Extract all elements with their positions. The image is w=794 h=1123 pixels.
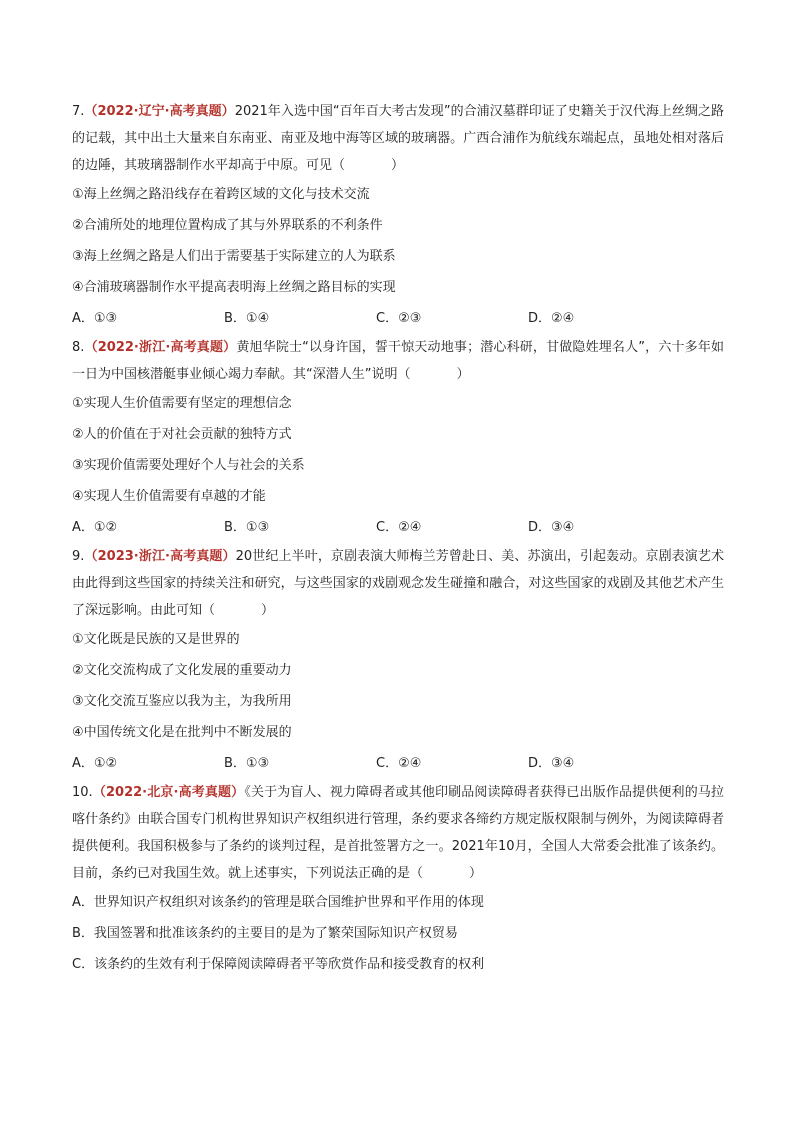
question-10 [72,779,724,980]
question-number: 9. [72,549,85,564]
statement-2: ②文化交流构成了文化发展的重要动力 [72,663,292,678]
stem-close: ） [469,866,483,881]
choice-a[interactable]: A．①② [72,520,118,535]
statement-3: ③文化交流互鉴应以我为主，为我所用 [72,694,292,709]
option-a[interactable]: A．世界知识产权组织对该条约的管理是联合国维护世界和平作用的体现 [72,895,484,910]
question-stem [72,543,724,624]
question-9 [72,543,724,779]
statement-1: ①海上丝绸之路沿线存在着跨区域的文化与技术交流 [72,187,370,202]
source-tag: （2022·浙江·高考真题） [84,340,237,355]
choice-b[interactable]: B．①④ [224,311,270,326]
source-tag: （2022·辽宁·高考真题） [84,104,235,119]
choice-d[interactable]: D．②④ [528,311,575,326]
choice-row [72,748,724,779]
statement-2: ②合浦所处的地理位置构成了其与外界联系的不利条件 [72,218,383,233]
choice-c[interactable]: C．②③ [376,311,422,326]
question-8 [72,334,724,543]
source-tag: （2022·北京·高考真题） [92,785,245,800]
question-stem [72,334,724,388]
choice-a[interactable]: A．①② [72,756,118,771]
question-stem [72,98,724,179]
statement-1: ①文化既是民族的又是世界的 [72,632,240,647]
stem-text: 黄旭华院士“以身许国，誓干惊天动地事；潜心科研，甘做隐姓埋名人”，六十多年如一日为中国核潜艇事业倾心竭力奉献。其“深潜人生”说明（ [72,340,724,382]
option-b[interactable]: B．我国签署和批准该条约的主要目的是为了繁荣国际知识产权贸易 [72,926,458,941]
statement-3: ③海上丝绸之路是人们出于需要基于实际建立的人为联系 [72,249,396,264]
question-stem [72,779,724,887]
question-7 [72,98,724,334]
stem-close: ） [261,603,275,618]
question-number: 8. [72,340,85,355]
choice-c[interactable]: C．②④ [376,520,422,535]
statement-4: ④中国传统文化是在批判中不断发展的 [72,725,292,740]
stem-text: 20世纪上半叶，京剧表演大师梅兰芳曾赴日、美、苏演出，引起轰动。京剧表演艺术由此得到这些国家的持续关注和研究，与这些国家的戏剧观念发生碰撞和融合，对这些国家的戏剧及其他艺术产生了深远影响。由此可知（ [72,549,725,618]
statement-2: ②人的价值在于对社会贡献的独特方式 [72,427,292,442]
choice-d[interactable]: D．③④ [528,756,575,771]
stem-close: ） [456,367,470,382]
choice-b[interactable]: B．①③ [224,756,270,771]
source-tag: （2023·浙江·高考真题） [84,549,236,564]
choice-a[interactable]: A．①③ [72,311,118,326]
choice-b[interactable]: B．①③ [224,520,270,535]
choice-row [72,303,724,334]
statement-4: ④实现人生价值需要有卓越的才能 [72,489,266,504]
statement-3: ③实现价值需要处理好个人与社会的关系 [72,458,305,473]
question-number: 10. [72,785,93,800]
option-c[interactable]: C．该条约的生效有利于保障阅读障碍者平等欣赏作品和接受教育的权利 [72,957,485,972]
choice-c[interactable]: C．②④ [376,756,422,771]
statement-1: ①实现人生价值需要有坚定的理想信念 [72,396,292,411]
choice-row [72,512,724,543]
statement-4: ④合浦玻璃器制作水平提高表明海上丝绸之路目标的实现 [72,280,396,295]
exam-page [72,98,724,980]
question-number: 7. [72,104,85,119]
stem-text: 2021年入选中国“百年百大考古发现”的合浦汉墓群印证了史籍关于汉代海上丝绸之路的记载，其中出土大量来自东南亚、南亚及地中海等区域的玻璃器。广西合浦作为航线东端起点，虽地处相对落后的边陲，其玻璃器制作水平却高于中原。可见（ [72,104,724,173]
stem-close: ） [391,158,405,173]
choice-d[interactable]: D．③④ [528,520,575,535]
stem-text: 《关于为盲人、视力障碍者或其他印刷品阅读障碍者获得已出版作品提供便利的马拉喀什条约》由联合国专门机构世界知识产权组织进行管理，条约要求各缔约方规定版权限制与例外，为阅读障碍者提供便利。我国积极参与了条约的谈判过程，是首批签署方之一。2021年10月，全国人大常委会批准了该条约。目前，条约已对我国生效。就上述事实，下列说法正确的是（ [72,785,724,881]
